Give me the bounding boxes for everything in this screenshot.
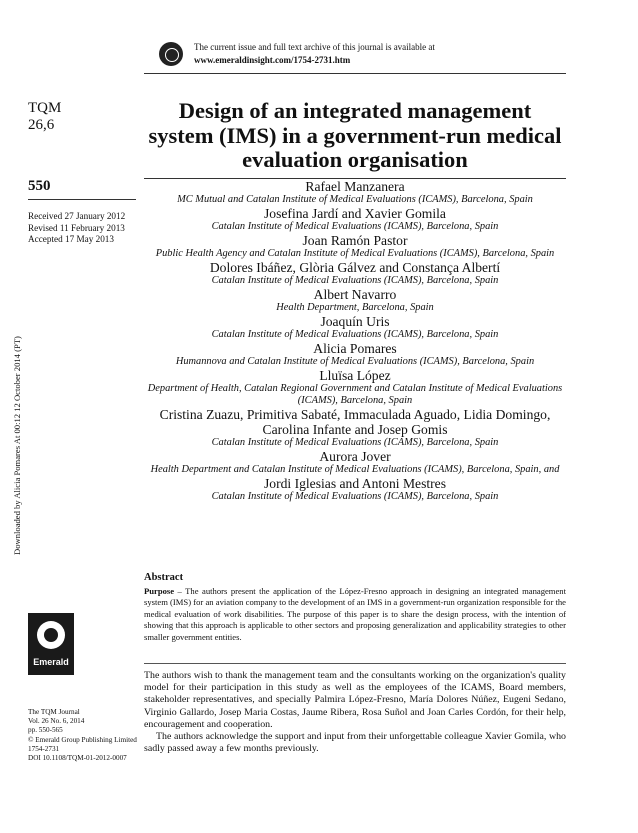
author-name: Joan Ramón Pastor [302, 233, 408, 248]
author-name: Josefina Jardí and Xavier Gomila [264, 206, 446, 221]
banner-url-link[interactable]: www.emeraldinsight.com/1754-2731.htm [194, 55, 351, 65]
abstract-text: – The authors present the application of the López-Fresno approach in designing an integrated management system (IMS) for an aviation company to the development of an IMS in a government-run organization responsible for the medical evaluation of work disabilities. The purpose of this paper is to share the design process, with the intention of showing that this approach is applicable to other sectors and proposing generalization and applicability strategies to other smaller government entities. [144, 586, 566, 642]
author-name: Dolores Ibáñez, Glòria Gálvez and Constança Albertí [209, 260, 501, 275]
page-number: 550 [28, 178, 51, 194]
author-group [144, 233, 566, 260]
citation-pages: pp. 550-565 [28, 726, 63, 735]
author-group [144, 179, 566, 206]
author-group [144, 341, 566, 368]
emerald-logo-icon [28, 613, 74, 675]
author-name: Jordi Iglesias and Antoni Mestres [264, 476, 446, 491]
emerald-logo-word: Emerald [33, 657, 69, 667]
acknowledgement-paragraph: The authors wish to thank the management team and the consultants working on the organization's quality model for their participation in this study as well as the employees of the ICAMS, Board members, stakeholder representatives, and specially Palmira López-Fresno, María Dolores Núñez, Eugeni Sedano, Virginio Gallardo, Josep Maria Costas, Jaume Ribera, Rosa Suñol and Joan Carles Cordón, for their help, encouragement and cooperation. [144, 670, 566, 730]
article-dates [28, 211, 125, 246]
author-affiliation: Catalan Institute of Medical Evaluations (ICAMS), Barcelona, Spain [211, 329, 499, 340]
banner-notice [194, 41, 435, 67]
abstract-heading: Abstract [144, 572, 184, 583]
date-received: Received 27 January 2012 [28, 211, 126, 221]
author-affiliation: Humannova and Catalan Institute of Medical Evaluations (ICAMS), Barcelona, Spain [175, 356, 535, 367]
author-affiliation: Health Department, Barcelona, Spain [276, 302, 434, 313]
emerald-insight-logo-icon [159, 42, 183, 66]
author-affiliation: Catalan Institute of Medical Evaluations (ICAMS), Barcelona, Spain [211, 437, 499, 448]
journal-volume: 26,6 [28, 117, 55, 133]
author-affiliation: MC Mutual and Catalan Institute of Medical Evaluations (ICAMS), Barcelona, Spain [177, 194, 533, 205]
citation-doi[interactable]: DOI 10.1108/TQM-01-2012-0007 [28, 754, 127, 763]
journal-name: TQM [28, 100, 62, 116]
article-title: Design of an integrated management system (IMS) in a government-run medical evaluation organisation [148, 98, 562, 172]
author-name: Rafael Manzanera [305, 179, 405, 194]
author-affiliation: Catalan Institute of Medical Evaluations (ICAMS), Barcelona, Spain [211, 275, 499, 286]
author-group [144, 449, 566, 476]
citation-block [28, 708, 137, 763]
author-group [144, 260, 566, 287]
abstract-label: Purpose [144, 586, 175, 596]
author-name: Lluïsa López [319, 368, 391, 383]
author-group [144, 407, 566, 449]
journal-id [28, 100, 61, 134]
citation-publisher: © Emerald Group Publishing Limited [28, 735, 137, 744]
author-affiliation: Catalan Institute of Medical Evaluations (ICAMS), Barcelona, Spain [211, 491, 499, 502]
banner-line: The current issue and full text archive of this journal is available at [194, 42, 435, 52]
author-name: Cristina Zuazu, Primitiva Sabaté, Immaculada Aguado, Lidia Domingo, Carolina Infante and Josep Gomis [159, 407, 551, 437]
author-affiliation: Health Department and Catalan Institute of Medical Evaluations (ICAMS), Barcelona, Spain, and [150, 464, 560, 475]
acknowledgements [144, 670, 566, 755]
date-accepted: Accepted 17 May 2013 [28, 234, 114, 244]
emerald-ring-icon [37, 621, 65, 649]
banner-divider [144, 73, 566, 74]
author-list [144, 179, 566, 503]
author-group [144, 368, 566, 407]
author-group [144, 476, 566, 503]
author-name: Joaquín Uris [320, 314, 390, 329]
citation-volume: Vol. 26 No. 6, 2014 [28, 717, 85, 726]
acknowledgement-divider [144, 663, 566, 664]
author-group [144, 287, 566, 314]
author-affiliation: Catalan Institute of Medical Evaluations (ICAMS), Barcelona, Spain [211, 221, 499, 232]
abstract-purpose [144, 586, 566, 643]
acknowledgement-paragraph: The authors acknowledge the support and input from their unforgettable colleague Xavier Gomila, who sadly passed away a few months previously. [144, 731, 566, 755]
author-name: Aurora Jover [319, 449, 391, 464]
author-group [144, 206, 566, 233]
citation-issn: 1754-2731 [28, 744, 60, 753]
citation-journal: The TQM Journal [28, 708, 80, 716]
download-stamp: Downloaded by Alicia Pomares At 00:12 12 October 2014 (PT) [12, 336, 22, 555]
author-group [144, 314, 566, 341]
date-revised: Revised 11 February 2013 [28, 222, 125, 233]
left-divider [28, 199, 136, 200]
author-name: Albert Navarro [313, 287, 397, 302]
author-name: Alicia Pomares [313, 341, 397, 356]
author-affiliation: Department of Health, Catalan Regional Government and Catalan Institute of Medical Evaluations (ICAMS), Barcelona, Spain [147, 383, 563, 406]
author-affiliation: Public Health Agency and Catalan Institute of Medical Evaluations (ICAMS), Barcelona, Spain [155, 248, 555, 259]
